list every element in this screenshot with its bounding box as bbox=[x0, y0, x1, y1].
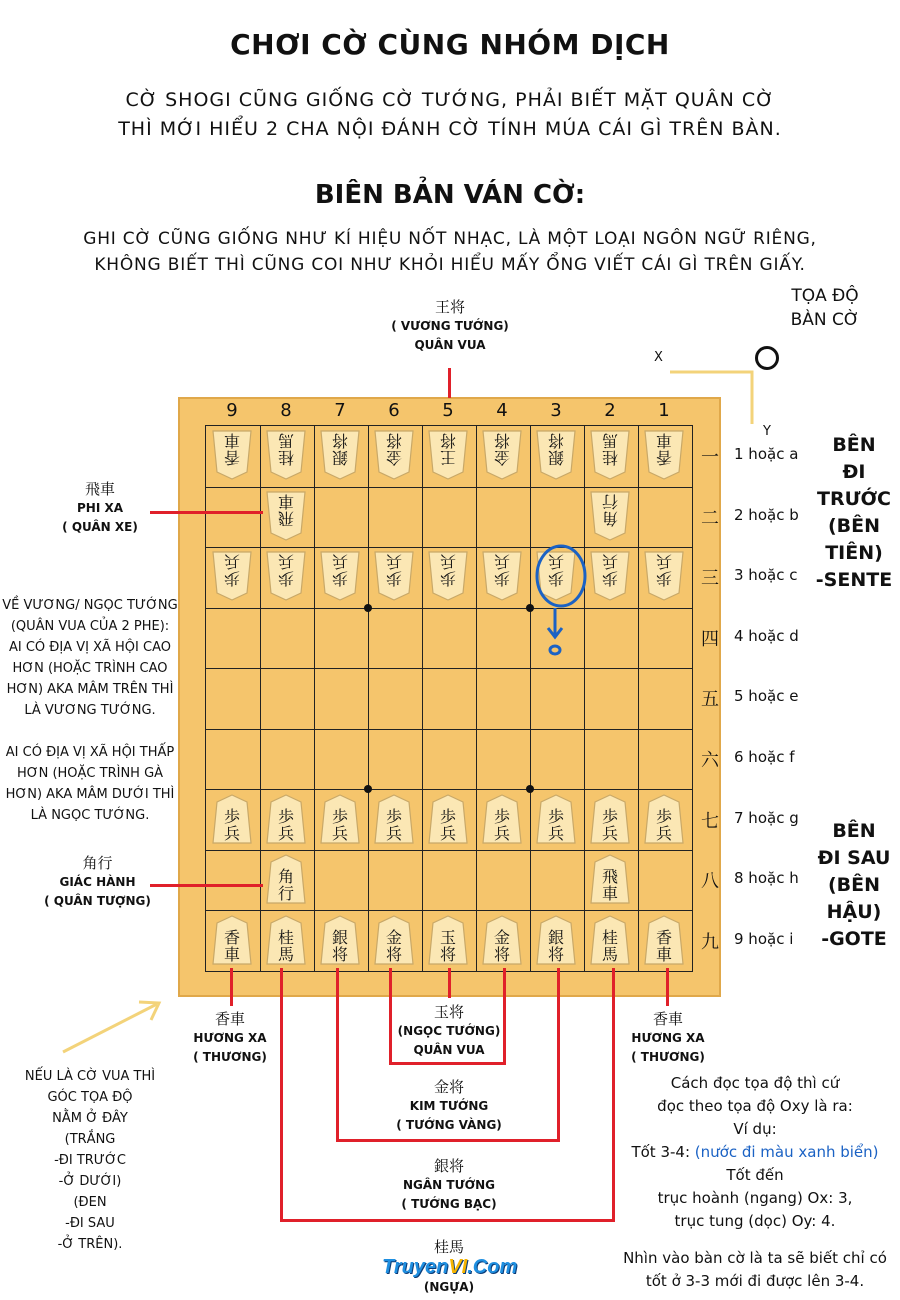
sente-label bbox=[812, 432, 896, 594]
row-label: 3 hoặc c bbox=[734, 566, 798, 585]
grid-line bbox=[206, 729, 692, 730]
piece-char: 歩 bbox=[656, 569, 673, 589]
note-line: NẰM Ở ĐÂY bbox=[52, 1111, 128, 1126]
shogi-piece[interactable] bbox=[374, 551, 414, 601]
jade-king-kanji: 玉将 bbox=[433, 1003, 464, 1021]
row-label: 6 hoặc f bbox=[734, 748, 795, 767]
annotation-lance-left bbox=[182, 1010, 278, 1067]
pointer-line-king bbox=[448, 368, 451, 398]
gote-line: ĐI SAU bbox=[817, 847, 891, 869]
piece-char: 兵 bbox=[439, 823, 456, 843]
note-line: HƠN) AKA MÂM DƯỚI THÌ bbox=[5, 787, 175, 802]
piece-char: 歩 bbox=[493, 806, 510, 826]
shogi-piece[interactable] bbox=[482, 915, 522, 965]
piece-char: 将 bbox=[494, 431, 511, 451]
note-line: HƠN) AKA MÂM TRÊN THÌ bbox=[6, 682, 174, 697]
piece-char: 香 bbox=[223, 927, 240, 947]
intro-line-2: THÌ MỚI HIỂU 2 CHA NỘI ĐÁNH CỜ TÍNH MÚA CÁI GÌ TRÊN BÀN. bbox=[118, 118, 782, 140]
rook-kanji: 飛車 bbox=[84, 480, 115, 498]
piece-char: 兵 bbox=[223, 823, 240, 843]
corner-arrow bbox=[55, 992, 175, 1062]
row-kanji: 四 bbox=[701, 628, 719, 650]
annotation-king-top bbox=[390, 298, 510, 355]
piece-char: 兵 bbox=[278, 552, 295, 572]
note-line bbox=[612, 1141, 898, 1164]
silver-role: ( TƯỚNG BẠC) bbox=[401, 1197, 497, 1211]
grid-line bbox=[530, 426, 531, 971]
piece-char: 兵 bbox=[493, 823, 510, 843]
section-title: BIÊN BẢN VÁN CỜ: bbox=[314, 180, 586, 210]
pointer-line-gold-right bbox=[503, 968, 506, 1064]
piece-char: 将 bbox=[547, 944, 564, 964]
shogi-piece[interactable] bbox=[428, 551, 468, 601]
piece-char: 金 bbox=[385, 927, 402, 947]
shogi-piece[interactable] bbox=[374, 915, 414, 965]
note-line: -ĐI TRƯỚC bbox=[54, 1153, 126, 1168]
note-move: Tốt 3-4: bbox=[631, 1143, 695, 1161]
piece-char: 馬 bbox=[277, 944, 294, 964]
shogi-piece[interactable] bbox=[644, 915, 684, 965]
row-kanji: 二 bbox=[701, 507, 719, 529]
piece-char: 桂 bbox=[278, 448, 295, 468]
piece-char: 桂 bbox=[601, 927, 618, 947]
shogi-piece[interactable] bbox=[644, 794, 684, 844]
section-desc bbox=[0, 226, 900, 278]
note-line: (TRẮNG bbox=[64, 1132, 116, 1147]
rook-name: PHI XA bbox=[76, 501, 124, 515]
piece-char: 歩 bbox=[332, 569, 349, 589]
annotation-knight bbox=[400, 1238, 498, 1257]
pointer-line-king-bottom bbox=[448, 968, 451, 998]
piece-char: 歩 bbox=[494, 569, 511, 589]
row-kanji: 六 bbox=[701, 750, 719, 772]
coord-title bbox=[770, 284, 880, 332]
gold-kanji: 金将 bbox=[433, 1078, 464, 1096]
gold-name: KIM TƯỚNG bbox=[409, 1099, 489, 1113]
piece-char: 車 bbox=[656, 431, 673, 451]
piece-char: 車 bbox=[223, 944, 240, 964]
shogi-piece[interactable] bbox=[212, 551, 252, 601]
piece-char: 歩 bbox=[278, 569, 295, 589]
shogi-piece[interactable] bbox=[266, 491, 306, 541]
note-line: -Ở DƯỚI) bbox=[58, 1174, 122, 1189]
piece-char: 玉 bbox=[439, 927, 456, 947]
intro-line-1: CỜ SHOGI CŨNG GIỐNG CỜ TƯỚNG, PHẢI BIẾT MẶT QUÂN CỜ bbox=[125, 89, 775, 111]
knight-name: (NGỰA) bbox=[423, 1280, 475, 1294]
coord-title-line-1: TỌA ĐỘ bbox=[791, 286, 859, 306]
row-label: 2 hoặc b bbox=[734, 505, 799, 524]
piece-char: 角 bbox=[602, 508, 619, 528]
gote-line: -GOTE bbox=[821, 928, 887, 950]
row-kanji: 八 bbox=[701, 871, 719, 893]
piece-char: 兵 bbox=[224, 552, 241, 572]
gote-line: BÊN bbox=[832, 820, 876, 842]
note-line: Tốt đến bbox=[726, 1166, 784, 1184]
pointer-line-gold-join bbox=[389, 1062, 506, 1065]
lance-kanji: 香車 bbox=[214, 1010, 245, 1028]
piece-char: 歩 bbox=[547, 806, 564, 826]
piece-char: 将 bbox=[332, 431, 349, 451]
piece-char: 金 bbox=[494, 448, 511, 468]
note-move-color: (nước đi màu xanh biển) bbox=[694, 1143, 879, 1161]
shogi-piece[interactable] bbox=[266, 794, 306, 844]
piece-char: 歩 bbox=[548, 569, 565, 589]
shogi-piece[interactable] bbox=[482, 430, 522, 480]
bishop-kanji: 角行 bbox=[82, 854, 113, 872]
grid-line bbox=[206, 668, 692, 669]
axis-x-label: X bbox=[654, 350, 663, 365]
piece-char: 香 bbox=[655, 927, 672, 947]
sente-line: TIÊN) bbox=[825, 542, 883, 564]
star-point bbox=[364, 785, 372, 793]
shogi-piece[interactable] bbox=[266, 915, 306, 965]
bishop-role: ( QUÂN TƯỢNG) bbox=[44, 894, 151, 908]
grid-line bbox=[368, 426, 369, 971]
grid-line bbox=[206, 850, 692, 851]
logo-part-2: VI bbox=[448, 1256, 468, 1278]
note-chess-origin bbox=[10, 1066, 170, 1255]
shogi-piece[interactable] bbox=[266, 854, 306, 904]
shogi-piece[interactable] bbox=[644, 430, 684, 480]
shogi-piece[interactable] bbox=[320, 551, 360, 601]
note-line: VỀ VƯƠNG/ NGỌC TƯỚNG bbox=[2, 598, 178, 613]
gote-label bbox=[812, 818, 896, 953]
note-line: Nhìn vào bàn cờ là ta sẽ biết chỉ có bbox=[623, 1249, 887, 1267]
shogi-piece[interactable] bbox=[590, 491, 630, 541]
star-point bbox=[526, 785, 534, 793]
piece-char: 香 bbox=[656, 448, 673, 468]
grid-line bbox=[260, 426, 261, 971]
piece-char: 兵 bbox=[601, 823, 618, 843]
annotation-rook bbox=[50, 480, 150, 537]
annotation-king-bottom bbox=[396, 1003, 502, 1060]
piece-char: 車 bbox=[601, 884, 618, 904]
piece-char: 兵 bbox=[386, 552, 403, 572]
piece-char: 馬 bbox=[601, 944, 618, 964]
shogi-piece[interactable] bbox=[428, 430, 468, 480]
piece-char: 歩 bbox=[385, 806, 402, 826]
note-line: Cách đọc tọa độ thì cứ bbox=[670, 1074, 840, 1092]
column-number: 8 bbox=[280, 400, 292, 421]
shogi-piece[interactable] bbox=[536, 794, 576, 844]
column-number: 5 bbox=[442, 400, 454, 421]
axis-y-label: Y bbox=[763, 424, 771, 439]
piece-char: 兵 bbox=[332, 552, 349, 572]
piece-char: 馬 bbox=[602, 431, 619, 451]
column-number: 1 bbox=[658, 400, 670, 421]
jade-king-name: (NGỌC TƯỚNG) bbox=[397, 1024, 501, 1038]
piece-char: 兵 bbox=[547, 823, 564, 843]
piece-char: 香 bbox=[224, 448, 241, 468]
lance-kanji: 香車 bbox=[652, 1010, 683, 1028]
piece-char: 将 bbox=[439, 944, 456, 964]
sente-line: ĐI bbox=[842, 461, 866, 483]
piece-char: 将 bbox=[440, 431, 457, 451]
silver-name: NGÂN TƯỚNG bbox=[403, 1178, 495, 1192]
pointer-line-lance-left bbox=[230, 968, 233, 1006]
shogi-piece[interactable] bbox=[374, 430, 414, 480]
note-line: HƠN (HOẶC TRÌNH CAO bbox=[12, 661, 168, 676]
piece-char: 歩 bbox=[277, 806, 294, 826]
note-line: LÀ NGỌC TƯỚNG. bbox=[30, 808, 150, 823]
lance-name: HƯƠNG XA bbox=[193, 1031, 267, 1045]
shogi-piece[interactable] bbox=[212, 794, 252, 844]
piece-char: 歩 bbox=[224, 569, 241, 589]
note-line: (QUÂN VUA CỦA 2 PHE): bbox=[10, 619, 170, 634]
piece-char: 飛 bbox=[601, 867, 618, 887]
piece-char: 兵 bbox=[385, 823, 402, 843]
note-line: tốt ở 3-3 mới đi được lên 3-4. bbox=[645, 1272, 865, 1290]
piece-char: 将 bbox=[386, 431, 403, 451]
pointer-line-silver-right bbox=[557, 968, 560, 1141]
star-point bbox=[364, 604, 372, 612]
lance-role: ( THƯƠNG) bbox=[193, 1050, 267, 1064]
annotation-gold bbox=[396, 1078, 502, 1135]
knight-kanji: 桂馬 bbox=[433, 1238, 464, 1256]
grid-line bbox=[638, 426, 639, 971]
intro-text bbox=[0, 86, 900, 144]
piece-char: 兵 bbox=[277, 823, 294, 843]
piece-char: 桂 bbox=[277, 927, 294, 947]
sente-line: BÊN bbox=[832, 434, 876, 456]
note-line: trục tung (dọc) Oy: 4. bbox=[674, 1212, 836, 1230]
piece-char: 馬 bbox=[278, 431, 295, 451]
piece-char: 角 bbox=[277, 867, 294, 887]
lance-name: HƯƠNG XA bbox=[631, 1031, 705, 1045]
shogi-piece[interactable] bbox=[590, 854, 630, 904]
piece-char: 銀 bbox=[547, 927, 564, 947]
sente-line: -SENTE bbox=[815, 569, 893, 591]
row-kanji: 九 bbox=[701, 931, 719, 953]
piece-char: 歩 bbox=[602, 569, 619, 589]
king-name: ( VƯƠNG TƯỚNG) bbox=[391, 319, 509, 333]
annotation-lance-right bbox=[620, 1010, 716, 1067]
sente-line: (BÊN bbox=[827, 515, 881, 537]
column-number: 9 bbox=[226, 400, 238, 421]
silver-kanji: 銀将 bbox=[433, 1157, 464, 1175]
note-line: Ví dụ: bbox=[733, 1120, 777, 1138]
note-king-naming bbox=[2, 595, 178, 826]
gote-line: HẬU) bbox=[826, 901, 882, 923]
piece-char: 兵 bbox=[655, 823, 672, 843]
row-kanji: 五 bbox=[701, 689, 719, 711]
shogi-piece[interactable] bbox=[482, 551, 522, 601]
grid-line bbox=[314, 426, 315, 971]
piece-char: 歩 bbox=[386, 569, 403, 589]
shogi-piece[interactable] bbox=[428, 794, 468, 844]
desc-line-2: KHÔNG BIẾT THÌ CŨNG COI NHƯ KHỎI HIỂU MẤY ỔNG VIẾT CÁI GÌ TRÊN GIẤY. bbox=[94, 255, 806, 275]
gote-line: (BÊN bbox=[827, 874, 881, 896]
move-highlight bbox=[530, 538, 600, 668]
row-label: 4 hoặc d bbox=[734, 626, 799, 645]
pointer-line-knight-join bbox=[280, 1219, 615, 1222]
shogi-piece[interactable] bbox=[320, 794, 360, 844]
piece-char: 将 bbox=[548, 431, 565, 451]
piece-char: 兵 bbox=[494, 552, 511, 572]
piece-char: 歩 bbox=[440, 569, 457, 589]
piece-char: 兵 bbox=[656, 552, 673, 572]
note-line: GÓC TỌA ĐỘ bbox=[47, 1090, 133, 1105]
logo-part-3: .Com bbox=[467, 1256, 518, 1278]
annotation-bishop bbox=[40, 854, 155, 911]
row-kanji: 一 bbox=[701, 447, 719, 469]
note-line: AI CÓ ĐỊA VỊ XÃ HỘI CAO bbox=[9, 640, 171, 655]
king-role: QUÂN VUA bbox=[414, 338, 486, 352]
piece-char: 歩 bbox=[601, 806, 618, 826]
grid-line bbox=[206, 910, 692, 911]
shogi-piece[interactable] bbox=[266, 551, 306, 601]
page-title: CHƠI CỜ CÙNG NHÓM DỊCH bbox=[230, 28, 670, 61]
column-number: 4 bbox=[496, 400, 508, 421]
shogi-piece[interactable] bbox=[320, 430, 360, 480]
note-line: (ĐEN bbox=[73, 1195, 107, 1210]
grid-line bbox=[584, 426, 585, 971]
pointer-line-silver-join bbox=[336, 1139, 560, 1142]
bishop-name: GIÁC HÀNH bbox=[59, 875, 136, 889]
grid-line bbox=[422, 426, 423, 971]
piece-char: 将 bbox=[493, 944, 510, 964]
row-label: 7 hoặc g bbox=[734, 808, 799, 827]
piece-char: 歩 bbox=[331, 806, 348, 826]
row-kanji: 三 bbox=[701, 568, 719, 590]
jade-king-role: QUÂN VUA bbox=[413, 1043, 485, 1057]
pointer-line-silver-left bbox=[336, 968, 339, 1141]
column-number: 3 bbox=[550, 400, 562, 421]
piece-char: 行 bbox=[277, 884, 294, 904]
king-kanji: 王将 bbox=[434, 298, 465, 316]
note-line: -ĐI SAU bbox=[65, 1216, 115, 1231]
shogi-piece[interactable] bbox=[644, 551, 684, 601]
piece-char: 銀 bbox=[548, 448, 565, 468]
pointer-line-knight-left bbox=[280, 968, 283, 1221]
piece-char: 車 bbox=[278, 491, 295, 511]
piece-char: 歩 bbox=[655, 806, 672, 826]
row-label: 1 hoặc a bbox=[734, 445, 799, 464]
shogi-piece[interactable] bbox=[590, 915, 630, 965]
piece-char: 兵 bbox=[548, 552, 565, 572]
shogi-piece[interactable] bbox=[590, 794, 630, 844]
grid-line bbox=[476, 426, 477, 971]
shogi-piece[interactable] bbox=[266, 430, 306, 480]
piece-char: 金 bbox=[386, 448, 403, 468]
shogi-piece[interactable] bbox=[428, 915, 468, 965]
lance-role: ( THƯƠNG) bbox=[631, 1050, 705, 1064]
row-label: 5 hoặc e bbox=[734, 687, 799, 706]
row-label: 8 hoặc h bbox=[734, 869, 799, 888]
grid-line bbox=[206, 789, 692, 790]
piece-char: 銀 bbox=[331, 927, 348, 947]
column-number: 7 bbox=[334, 400, 346, 421]
grid-line bbox=[206, 608, 692, 609]
shogi-piece[interactable] bbox=[536, 915, 576, 965]
annotation-silver bbox=[392, 1157, 506, 1214]
rook-role: ( QUÂN XE) bbox=[62, 520, 138, 534]
coord-title-line-2: BÀN CỜ bbox=[790, 310, 860, 330]
column-number: 2 bbox=[604, 400, 616, 421]
shogi-piece[interactable] bbox=[590, 430, 630, 480]
grid-line bbox=[206, 547, 692, 548]
piece-char: 車 bbox=[655, 944, 672, 964]
note-line: đọc theo tọa độ Oxy là ra: bbox=[657, 1097, 853, 1115]
note-line: trục hoành (ngang) Ox: 3, bbox=[657, 1189, 853, 1207]
shogi-piece[interactable] bbox=[374, 794, 414, 844]
row-label: 9 hoặc i bbox=[734, 929, 794, 948]
column-number: 6 bbox=[388, 400, 400, 421]
piece-char: 車 bbox=[224, 431, 241, 451]
note-line: NẾU LÀ CỜ VUA THÌ bbox=[24, 1069, 156, 1084]
desc-line-1: GHI CỜ CŨNG GIỐNG NHƯ KÍ HIỆU NỐT NHẠC, LÀ MỘT LOẠI NGÔN NGỮ RIÊNG, bbox=[83, 229, 817, 249]
piece-char: 歩 bbox=[439, 806, 456, 826]
piece-char: 行 bbox=[602, 491, 619, 511]
note-line: HƠN (HOẶC TRÌNH GÀ bbox=[16, 766, 164, 781]
shogi-piece[interactable] bbox=[212, 915, 252, 965]
note-line: -Ở TRÊN). bbox=[57, 1237, 123, 1252]
pointer-line-bishop bbox=[150, 884, 263, 887]
piece-char: 兵 bbox=[602, 552, 619, 572]
piece-char: 桂 bbox=[602, 448, 619, 468]
sente-line: TRƯỚC bbox=[816, 488, 891, 510]
note-line: LÀ VƯƠNG TƯỚNG. bbox=[24, 703, 156, 718]
note-line: AI CÓ ĐỊA VỊ XÃ HỘI THẤP bbox=[5, 745, 175, 760]
piece-char: 歩 bbox=[223, 806, 240, 826]
piece-char: 金 bbox=[493, 927, 510, 947]
note-coordinate-reading bbox=[612, 1072, 898, 1293]
piece-char: 兵 bbox=[331, 823, 348, 843]
piece-char: 飛 bbox=[278, 508, 295, 528]
site-logo bbox=[382, 1256, 522, 1286]
piece-char: 将 bbox=[385, 944, 402, 964]
shogi-piece[interactable] bbox=[482, 794, 522, 844]
shogi-piece[interactable] bbox=[536, 430, 576, 480]
pointer-line-gold-left bbox=[389, 968, 392, 1064]
piece-char: 銀 bbox=[332, 448, 349, 468]
row-kanji: 七 bbox=[701, 810, 719, 832]
grid-line bbox=[206, 487, 692, 488]
logo-part-1: Truyen bbox=[382, 1256, 449, 1278]
piece-char: 将 bbox=[331, 944, 348, 964]
gold-role: ( TƯỚNG VÀNG) bbox=[396, 1118, 502, 1132]
piece-char: 兵 bbox=[440, 552, 457, 572]
pointer-line-lance-right bbox=[666, 968, 669, 1006]
shogi-piece[interactable] bbox=[320, 915, 360, 965]
note-line bbox=[2, 721, 178, 742]
piece-char: 王 bbox=[440, 448, 457, 468]
shogi-piece[interactable] bbox=[212, 430, 252, 480]
pointer-line-rook bbox=[150, 511, 263, 514]
